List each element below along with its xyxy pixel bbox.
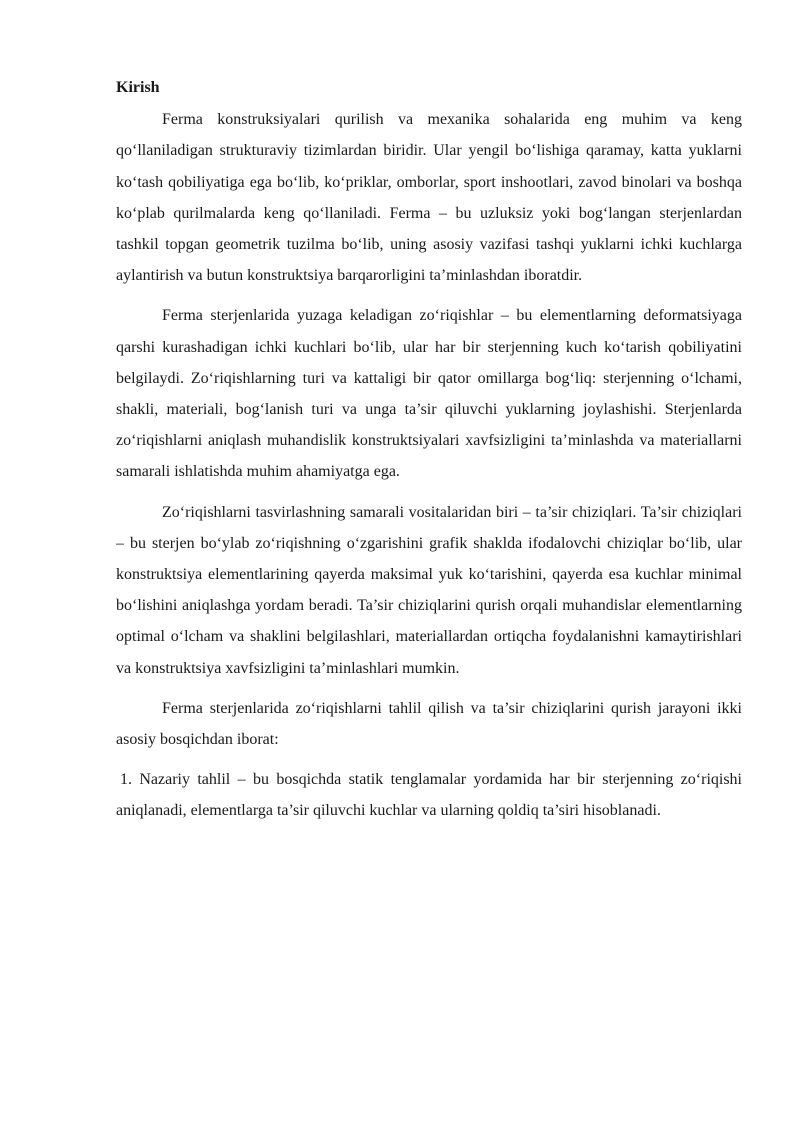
section-heading: Kirish — [116, 79, 160, 96]
list-item: 1. Nazariy tahlil – bu bosqichda statik tenglamalar yordamida har bir sterjenning zo‘riqishi aniqlanadi, elementlarga ta’sir qiluvchi kuchlar va ularning qoldiq ta’siri hisoblanadi. — [116, 771, 742, 820]
document-page — [116, 72, 742, 827]
paragraph-stages: Ferma sterjenlarida zo‘riqishlarni tahlil qilish va ta’sir chiziqlarini qurish jarayoni ikki asosiy bosqichdan iborat: — [116, 699, 742, 749]
paragraph-influence-lines: Zo‘riqishlarni tasvirlashning samarali vositalaridan biri – ta’sir chiziqlari. Ta’sir chiziqlari – bu sterjen bo‘ylab zo‘riqishning o‘zgarishini grafik shaklda ifodalovchi chiziqlar bo‘lib, ular konstruktsiya elementlarining qayerda maksimal yuk ko‘tarishini, qayerda esa kuchlar minimal bo‘lishini aniqlashga yordam beradi. Ta’sir chiziqlarini qurish orqali muhandislar elementlarning optimal o‘lcham va shaklini belgilashlari, materiallardan ortiqcha foydalanishni kamaytirishlari va konstruktsiya xavfsizligini ta’minlashlari mumkin. — [116, 503, 742, 677]
paragraph-intro: Ferma konstruksiyalari qurilish va mexanika sohalarida eng muhim va keng qo‘llaniladigan strukturaviy tizimlardan biridir. Ular yengil bo‘lishiga qaramay, katta yuklarni ko‘tash qobiliyatiga ega bo‘lib, ko‘priklar, omborlar, sport inshootlari, zavod binolari va boshqa ko‘plab qurilmalarda keng qo‘llaniladi. Ferma – bu uzluksiz yoki bog‘langan sterjenlardan tashkil topgan geometrik tuzilma bo‘lib, uning asosiy vazifasi tashqi yuklarni ichki kuchlarga aylantirish va butun konstruktsiya barqarorligini ta’minlashdan iboratdir. — [116, 111, 742, 285]
paragraph-stresses: Ferma sterjenlarida yuzaga keladigan zo‘riqishlar – bu elementlarning deformatsiyaga qarshi kurashadigan ichki kuchlari bo‘lib, ular har bir sterjenning kuch ko‘tarish qobiliyatini belgilaydi. Zo‘riqishlarning turi va kattaligi bir qator omillarga bog‘liq: sterjenning o‘lchami, shakli, materiali, bog‘lanish turi va unga ta’sir qiluvchi yuklarning joylashishi. Sterjenlarda zo‘riqishlarni aniqlash muhandislik konstruktsiyalari xavfsizligini ta’minlashda va materiallarni samarali ishlatishda muhim ahamiyatga ega. — [116, 307, 742, 481]
